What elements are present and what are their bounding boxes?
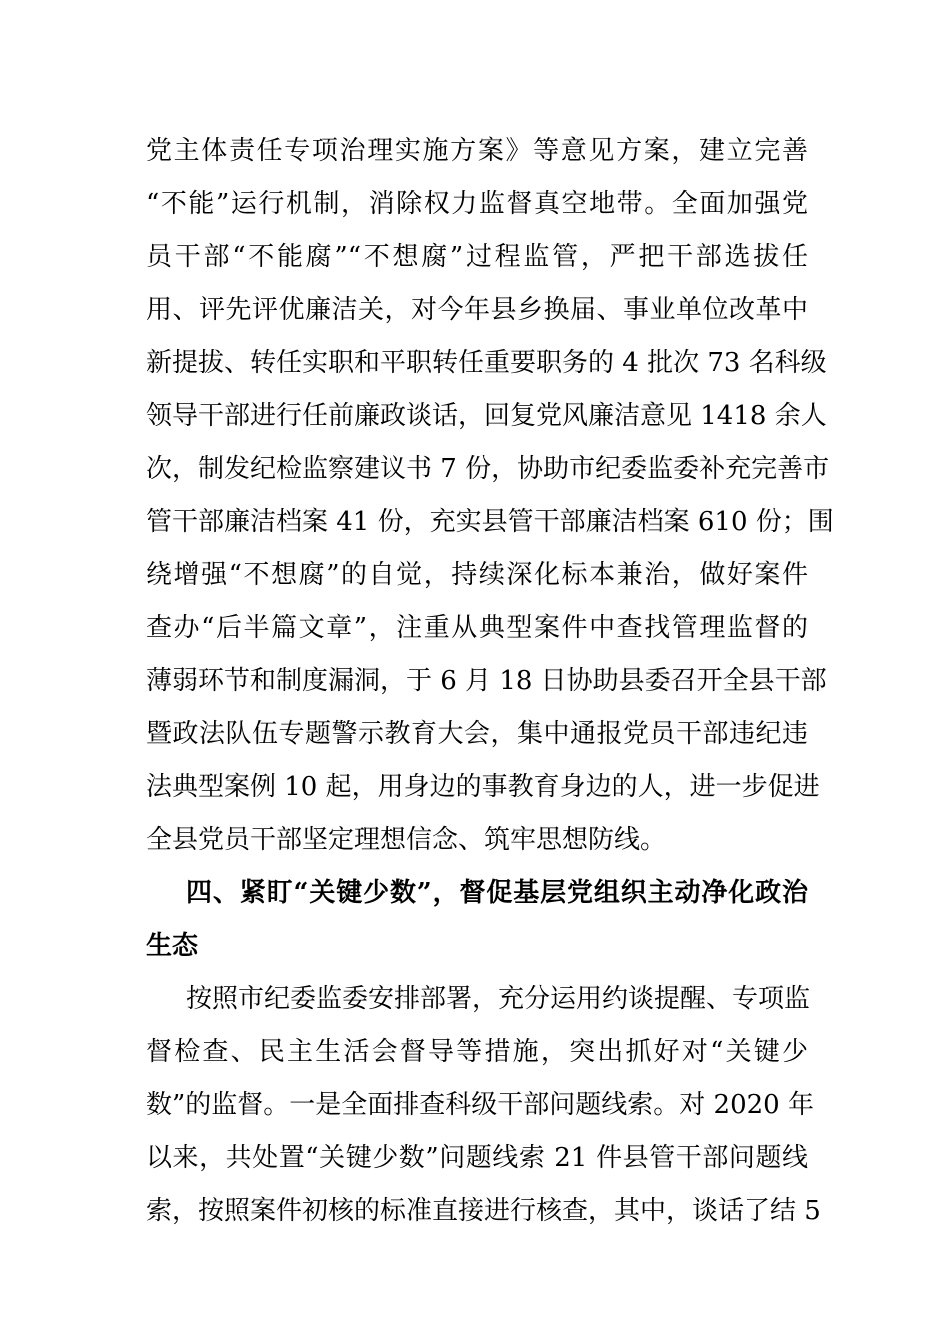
- body-text-line: 法典型案例 10 起，用身边的事教育身边的人，进一步促进: [146, 772, 820, 802]
- body-text-line: 用、评先评优廉洁关，对今年县乡换届、事业单位改革中: [146, 295, 808, 325]
- body-text-line: 管干部廉洁档案 41 份，充实县管干部廉洁档案 610 份；围: [146, 507, 834, 537]
- body-text-line: 领导干部进行任前廉政谈话，回复党风廉洁意见 1418 余人: [146, 401, 827, 431]
- body-text-line: 数”的监督。一是全面排查科级干部问题线索。对 2020 年: [146, 1090, 814, 1120]
- body-text-line: 按照市纪委监委安排部署，充分运用约谈提醒、专项监: [186, 984, 811, 1014]
- body-text-line: 绕增强“不想腐”的自觉，持续深化标本兼治，做好案件: [146, 560, 808, 590]
- body-text-line: 索，按照案件初核的标准直接进行核查，其中，谈话了结 5: [146, 1196, 821, 1226]
- body-text-line: 党主体责任专项治理实施方案》等意见方案，建立完善: [146, 136, 808, 166]
- body-text-line: 薄弱环节和制度漏洞，于 6 月 18 日协助县委召开全县干部: [146, 666, 827, 696]
- body-text-line: “不能”运行机制，消除权力监督真空地带。全面加强党: [146, 189, 808, 219]
- body-text-line: 督检查、民主生活会督导等措施，突出抓好对“关键少: [146, 1037, 808, 1067]
- body-text-line: 新提拔、转任实职和平职转任重要职务的 4 批次 73 名科级: [146, 348, 827, 378]
- body-text-line: 员干部“不能腐”“不想腐”过程监管，严把干部选拔任: [146, 242, 808, 272]
- section-heading-cont: 生态: [146, 931, 199, 961]
- body-text-line: 暨政法队伍专题警示教育大会，集中通报党员干部违纪违: [146, 719, 808, 749]
- body-text-line: 次，制发纪检监察建议书 7 份，协助市纪委监委补充完善市: [146, 454, 830, 484]
- body-text-line: 全县党员干部坚定理想信念、筑牢思想防线。: [146, 825, 667, 855]
- section-heading: 四、紧盯“关键少数”，督促基层党组织主动净化政治: [186, 878, 808, 908]
- body-text-line: 查办“后半篇文章”，注重从典型案件中查找管理监督的: [146, 613, 808, 643]
- body-text-line: 以来，共处置“关键少数”问题线索 21 件县管干部问题线: [146, 1143, 808, 1173]
